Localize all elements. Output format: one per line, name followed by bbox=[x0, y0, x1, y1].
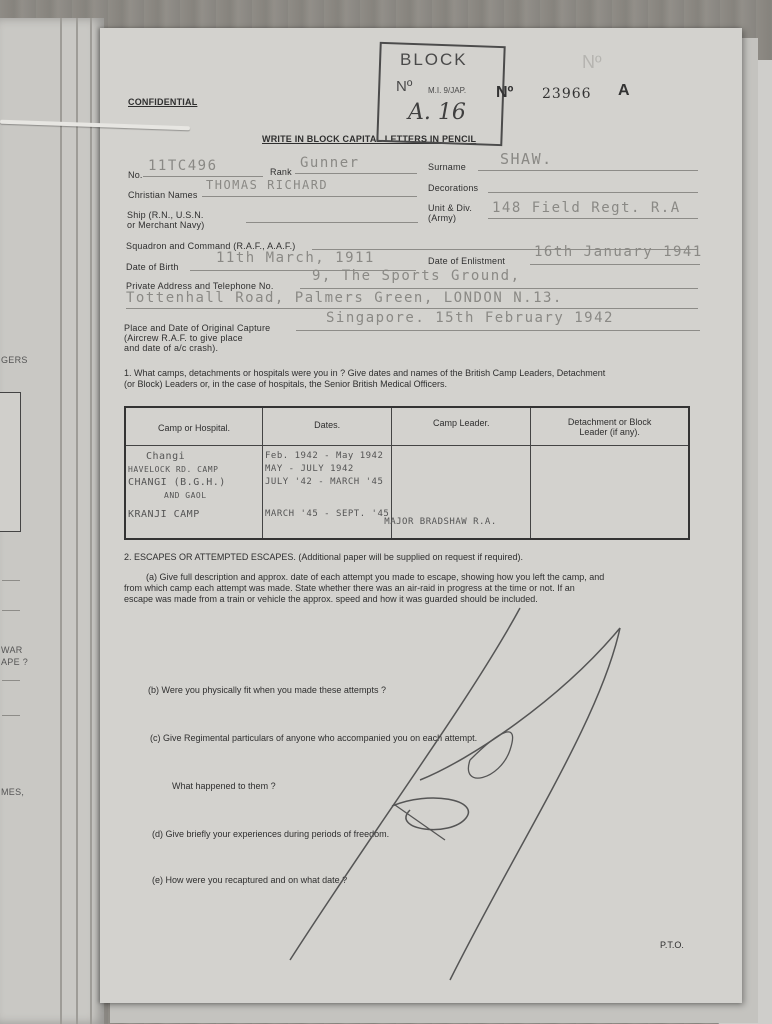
stamp-mi-code: M.I. 9/JAP. bbox=[428, 86, 467, 95]
stamp-no-text: Nº bbox=[396, 78, 413, 95]
instruction-heading: WRITE IN BLOCK CAPITAL LETTERS IN PENCIL bbox=[262, 134, 477, 144]
rank-label: Rank bbox=[270, 167, 292, 177]
header-dates: Dates. bbox=[263, 407, 392, 445]
surname-value: SHAW. bbox=[500, 150, 553, 168]
dob-value: 11th March, 1911 bbox=[216, 250, 375, 266]
question-2a-line: from which camp each attempt was made. State whether there was an air-raid in progress at the time or not. If an bbox=[124, 583, 575, 593]
rank-value: Gunner bbox=[300, 155, 360, 171]
no-label: No. bbox=[128, 170, 143, 180]
camp-cell: KRANJI CAMP bbox=[128, 508, 200, 520]
capture-label-line: Place and Date of Original Capture bbox=[124, 323, 271, 333]
left-page-text: APE ? bbox=[1, 657, 29, 667]
unit-value: 148 Field Regt. R.A bbox=[492, 200, 681, 216]
left-page-text: WAR bbox=[1, 645, 23, 655]
camp-cell: HAVELOCK RD. CAMP bbox=[128, 464, 219, 474]
corner-mark: Nº bbox=[582, 52, 602, 72]
leader-cell: MAJOR BRADSHAW R.A. bbox=[384, 516, 497, 527]
capture-label-line: (Aircrew R.A.F. to give place bbox=[124, 333, 243, 343]
ship-label-line: Ship (R.N., U.S.N. bbox=[127, 210, 204, 220]
address-line1: 9, The Sports Ground, bbox=[312, 268, 521, 284]
address-line2: Tottenhall Road, Palmers Green, LONDON N.13. bbox=[126, 290, 563, 306]
stamp-block-text: BLOCK bbox=[400, 50, 468, 69]
question-2e: (e) How were you recaptured and on what date ? bbox=[152, 875, 348, 885]
stamp-handwritten-number: A. 16 bbox=[408, 100, 466, 125]
question-2b: (b) Were you physically fit when you made these attempts ? bbox=[148, 685, 386, 695]
question-2c: (c) Give Regimental particulars of anyone who accompanied you on each attempt. bbox=[150, 733, 478, 743]
question-1-line: 1. What camps, detachments or hospitals were you in ? Give dates and names of the British Camp Leaders, Detachment bbox=[124, 368, 606, 378]
left-page-text: GERS bbox=[1, 355, 28, 365]
confidential-label: CONFIDENTIAL bbox=[128, 97, 198, 107]
unit-label-line: (Army) bbox=[428, 213, 457, 223]
form-number: 23966 bbox=[542, 86, 592, 102]
question-2d: (d) Give briefly your experiences during periods of freedom. bbox=[152, 829, 390, 839]
capture-value: Singapore. 15th February 1942 bbox=[326, 310, 614, 326]
christian-names-value: THOMAS RICHARD bbox=[206, 178, 329, 192]
question-2-title: 2. ESCAPES OR ATTEMPTED ESCAPES. (Additional paper will be supplied on request if required). bbox=[124, 552, 524, 562]
pto-label: P.T.O. bbox=[660, 940, 684, 950]
unit-label-line: Unit & Div. bbox=[428, 203, 473, 213]
capture-label-line: and date of a/c crash). bbox=[124, 343, 219, 353]
no-value: 11TC496 bbox=[148, 158, 218, 174]
enlistment-value: 16th January 1941 bbox=[534, 244, 703, 260]
question-1-line: (or Block) Leaders or, in the case of hospitals, the Senior British Medical Officers. bbox=[124, 379, 447, 389]
header-camp-leader: Camp Leader. bbox=[392, 407, 531, 445]
header-detachment-line: Leader (if any). bbox=[579, 427, 640, 437]
form-number-label: Nº bbox=[496, 84, 514, 101]
camp-cell: AND GAOL bbox=[164, 490, 207, 500]
decorations-label: Decorations bbox=[428, 183, 479, 193]
squadron-label: Squadron and Command (R.A.F., A.A.F.) bbox=[126, 241, 296, 251]
question-2a-line: escape was made from a train or vehicle the approx. speed and how it was guarded should be included. bbox=[124, 594, 538, 604]
question-2a-line: (a) Give full description and approx. date of each attempt you made to escape, showing how you left the camp, and bbox=[146, 572, 605, 582]
dates-cell: MARCH '45 - SEPT. '45 bbox=[265, 508, 390, 519]
dates-cell: Feb. 1942 - May 1942 bbox=[265, 450, 384, 461]
surname-label: Surname bbox=[428, 162, 466, 172]
dob-label: Date of Birth bbox=[126, 262, 179, 272]
dates-cell: JULY '42 - MARCH '45 bbox=[265, 476, 384, 487]
question-2c-followup: What happened to them ? bbox=[172, 781, 276, 791]
form-suffix: A bbox=[618, 82, 630, 99]
camp-cell: Changi bbox=[146, 450, 186, 462]
camp-cell: CHANGI (B.G.H.) bbox=[128, 476, 226, 488]
left-page-text: MES, bbox=[1, 787, 25, 797]
dates-cell: MAY - JULY 1942 bbox=[265, 463, 354, 474]
ship-label-line: or Merchant Navy) bbox=[127, 220, 205, 230]
header-detachment-line: Detachment or Block bbox=[567, 417, 652, 427]
christian-names-label: Christian Names bbox=[128, 190, 198, 200]
header-camp: Camp or Hospital. bbox=[125, 407, 263, 445]
address-label: Private Address and Telephone No. bbox=[126, 281, 274, 291]
enlistment-label: Date of Enlistment bbox=[428, 256, 506, 266]
